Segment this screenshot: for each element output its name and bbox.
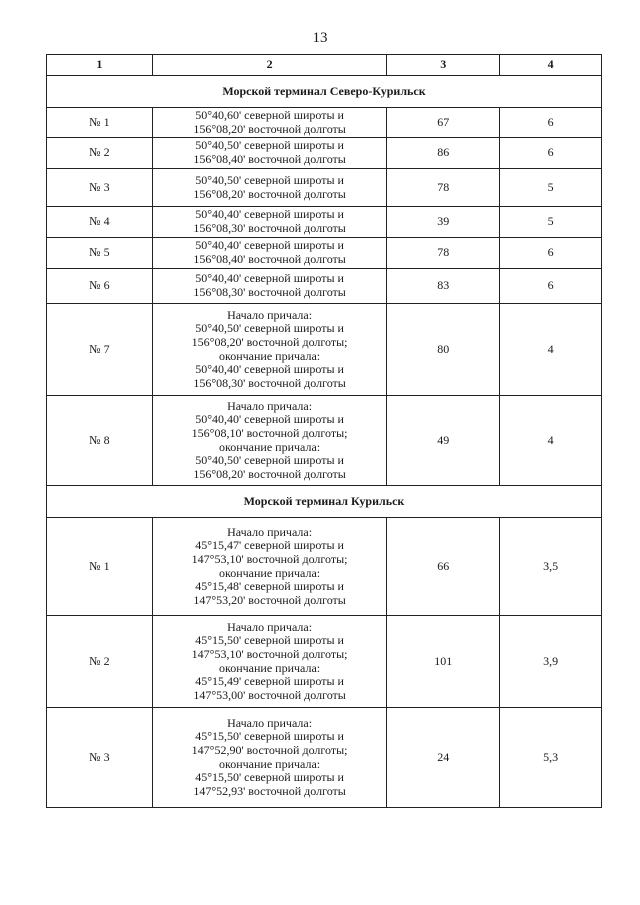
berth-length: 49 — [387, 396, 500, 486]
table-row — [47, 108, 602, 138]
coordinate-line: 50°40,40' северной широты и — [195, 412, 344, 427]
coordinate-line: 45°15,50' северной широты и — [195, 633, 344, 648]
berth-number: № 2 — [47, 616, 153, 708]
berth-coordinates — [152, 138, 387, 169]
coordinate-line: 50°40,40' северной широты и — [195, 362, 344, 377]
coordinate-line: 147°52,90' восточной долготы; — [191, 742, 348, 757]
berth-depth: 5,3 — [500, 708, 602, 808]
coordinate-line: 156°08,30' восточной долготы — [193, 221, 346, 235]
berth-length: 67 — [387, 108, 500, 138]
table-body — [47, 76, 602, 808]
coordinate-line: Начало причала: — [227, 398, 313, 413]
berth-depth: 6 — [500, 238, 602, 269]
header-col-2: 2 — [152, 55, 387, 76]
berth-coordinates — [152, 269, 387, 304]
berth-number: № 4 — [47, 207, 153, 238]
berth-depth: 5 — [500, 169, 602, 207]
berth-coordinates — [152, 169, 387, 207]
berth-coordinates — [152, 708, 387, 808]
coordinate-line: 50°40,50' северной широты и — [195, 172, 344, 187]
coordinate-line: 156°08,30' восточной долготы — [193, 375, 346, 390]
berth-number: № 8 — [47, 396, 153, 486]
berth-length: 86 — [387, 138, 500, 169]
coordinate-line: 156°08,30' восточной долготы — [193, 285, 346, 299]
berth-length: 80 — [387, 304, 500, 396]
berth-depth: 6 — [500, 138, 602, 169]
berth-length: 24 — [387, 708, 500, 808]
coordinate-line: 50°40,60' северной широты и — [195, 107, 344, 122]
berth-length: 83 — [387, 269, 500, 304]
coordinate-line: 147°53,00' восточной долготы — [193, 687, 346, 702]
coordinate-line: окончание причала: — [219, 348, 321, 363]
coordinate-line: окончание причала: — [219, 565, 321, 580]
coordinate-line: 147°52,93' восточной долготы — [193, 783, 346, 798]
coordinate-line: окончание причала: — [219, 439, 321, 454]
coordinate-line: 156°08,20' восточной долготы — [193, 466, 346, 481]
section-title: Морской терминал Курильск — [47, 486, 602, 518]
berth-coordinates — [152, 518, 387, 616]
berth-coordinates — [152, 396, 387, 486]
coordinate-line: 45°15,47' северной широты и — [195, 538, 344, 553]
section-title: Морской терминал Северо-Курильск — [47, 76, 602, 108]
header-col-4: 4 — [500, 55, 602, 76]
berth-length: 101 — [387, 616, 500, 708]
table-row — [47, 207, 602, 238]
header-col-3: 3 — [387, 55, 500, 76]
page-number: 13 — [312, 30, 328, 46]
berth-length: 66 — [387, 518, 500, 616]
table-row — [47, 616, 602, 708]
berth-number: № 1 — [47, 108, 153, 138]
coordinate-line: 45°15,50' северной широты и — [195, 729, 344, 744]
berth-coordinates — [152, 616, 387, 708]
coordinate-line: Начало причала: — [227, 307, 313, 322]
berth-depth: 4 — [500, 396, 602, 486]
table-row — [47, 708, 602, 808]
header-col-1: 1 — [47, 55, 153, 76]
berth-table-container — [46, 54, 602, 808]
section-header — [47, 76, 602, 108]
table-row — [47, 169, 602, 207]
berth-coordinates — [152, 304, 387, 396]
berth-depth: 4 — [500, 304, 602, 396]
section-header — [47, 486, 602, 518]
coordinate-line: Начало причала: — [227, 715, 313, 730]
berth-depth: 3,5 — [500, 518, 602, 616]
coordinate-line: 156°08,20' восточной долготы — [193, 186, 346, 201]
coordinate-line: 50°40,40' северной широты и — [195, 238, 344, 253]
berth-length: 78 — [387, 238, 500, 269]
berth-number: № 3 — [47, 169, 153, 207]
berth-number: № 3 — [47, 708, 153, 808]
berth-number: № 5 — [47, 238, 153, 269]
table-row — [47, 304, 602, 396]
coordinate-line: 156°08,10' восточной долготы; — [191, 425, 348, 440]
berth-coordinates — [152, 207, 387, 238]
coordinate-line: 156°08,40' восточной долготы — [193, 152, 346, 166]
coordinate-line: 156°08,20' восточной долготы — [193, 121, 346, 136]
berth-number: № 1 — [47, 518, 153, 616]
berth-depth: 6 — [500, 269, 602, 304]
table-row — [47, 269, 602, 304]
berth-number: № 2 — [47, 138, 153, 169]
coordinate-line: 50°40,40' северной широты и — [195, 271, 344, 286]
berth-length: 78 — [387, 169, 500, 207]
table-row — [47, 518, 602, 616]
berth-depth: 5 — [500, 207, 602, 238]
berth-number: № 7 — [47, 304, 153, 396]
coordinate-line: 50°40,50' северной широты и — [195, 321, 344, 336]
berth-length: 39 — [387, 207, 500, 238]
coordinate-line: 45°15,50' северной широты и — [195, 770, 344, 785]
berth-table — [46, 54, 602, 808]
berth-number: № 6 — [47, 269, 153, 304]
coordinate-line: 50°40,50' северной широты и — [195, 453, 344, 468]
coordinate-line: окончание причала: — [219, 660, 321, 675]
coordinate-line: 50°40,50' северной широты и — [195, 138, 344, 153]
header-row — [47, 55, 602, 76]
berth-depth: 6 — [500, 108, 602, 138]
berth-depth: 3,9 — [500, 616, 602, 708]
coordinate-line: Начало причала: — [227, 619, 313, 634]
coordinate-line: Начало причала: — [227, 524, 313, 539]
table-row — [47, 396, 602, 486]
coordinate-line: 147°53,10' восточной долготы; — [191, 551, 348, 566]
coordinate-line: 156°08,20' восточной долготы; — [191, 334, 348, 349]
coordinate-line: 45°15,49' северной широты и — [195, 674, 344, 689]
coordinate-line: 156°08,40' восточной долготы — [193, 252, 346, 266]
coordinate-line: 147°53,20' восточной долготы — [193, 592, 346, 607]
table-row — [47, 138, 602, 169]
table-row — [47, 238, 602, 269]
coordinate-line: 45°15,48' северной широты и — [195, 579, 344, 594]
coordinate-line: окончание причала: — [219, 756, 321, 771]
coordinate-line: 147°53,10' восточной долготы; — [191, 646, 348, 661]
coordinate-line: 50°40,40' северной широты и — [195, 207, 344, 222]
berth-coordinates — [152, 108, 387, 138]
berth-coordinates — [152, 238, 387, 269]
